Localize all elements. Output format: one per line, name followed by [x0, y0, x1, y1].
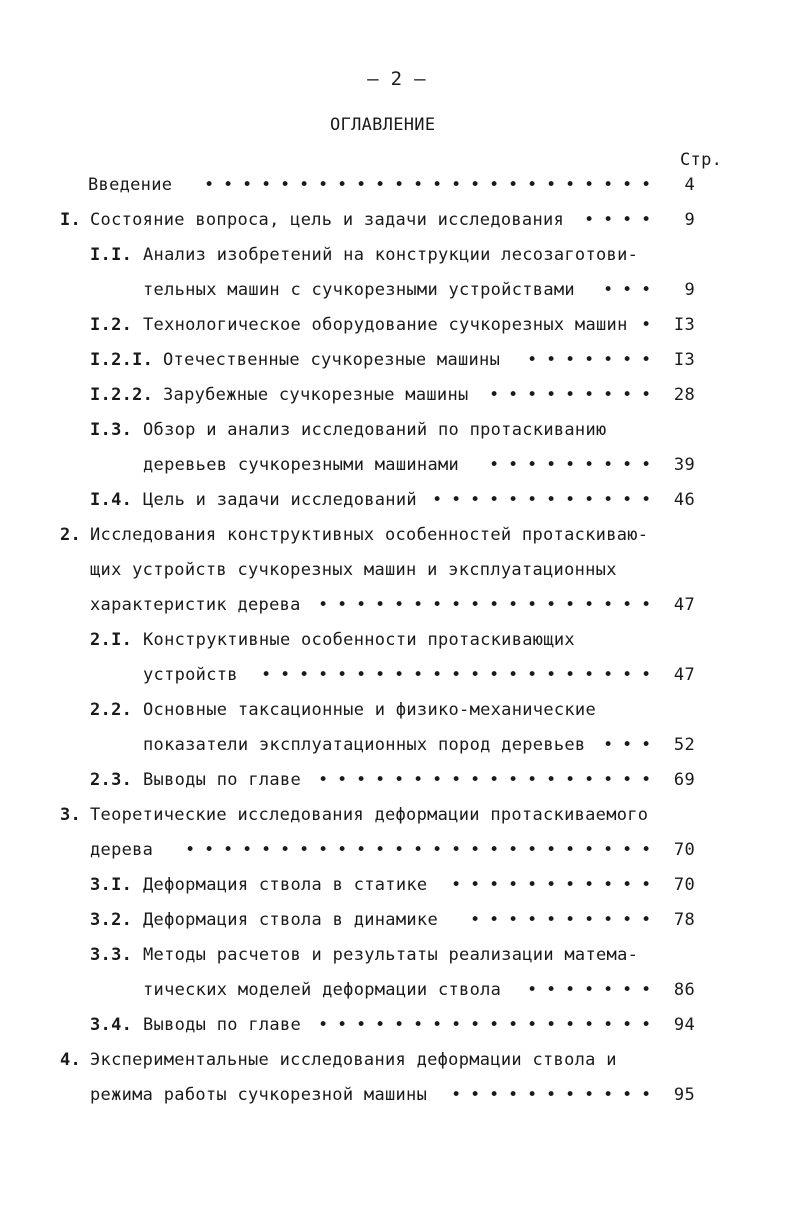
toc-page-number: 9: [684, 210, 695, 230]
toc-entry-title: Экспериментальные исследования деформации ствола и: [90, 1050, 617, 1070]
toc-entry-title: характеристик дерева: [90, 595, 301, 615]
toc-entry-title: Введение: [88, 175, 173, 195]
toc-entry-line: характеристик дерева • • • • • • • • • • • • • • • • • • 47: [0, 588, 793, 623]
toc-entry-title: Деформация ствола в статике: [143, 875, 428, 895]
toc-entry-line: тельных машин с сучкорезными устройствами • • • 9: [0, 273, 793, 308]
toc-page-number: 46: [673, 490, 695, 510]
toc-page-number: 95: [673, 1085, 695, 1105]
toc-page-number: I3: [673, 315, 695, 335]
toc-page-number: 94: [673, 1015, 695, 1035]
toc-entry-number: 2.I.: [90, 630, 133, 650]
toc-entry-line: режима работы сучкорезной машины • • • • • • • • • • • 95: [0, 1078, 793, 1113]
toc-entry-line: тических моделей деформации ствола • • • • • • • 86: [0, 973, 793, 1008]
toc-entry-title: Выводы по главе: [143, 1015, 302, 1035]
toc-entry-number: I.3.: [90, 420, 133, 440]
toc-entry-number: I.2.: [90, 315, 133, 335]
toc-entry-title: Состояние вопроса, цель и задачи исследования: [90, 210, 565, 230]
toc-entry-title: дерева: [90, 840, 154, 860]
toc-entry-title: тических моделей деформации ствола: [143, 980, 502, 1000]
toc-entry-title: Методы расчетов и результаты реализации матема-: [143, 945, 639, 965]
toc-entry-title: Цель и задачи исследований: [143, 490, 417, 510]
toc-entry-line: [0, 938, 793, 973]
toc-entry-line: [0, 553, 793, 588]
toc-page-number: 86: [673, 980, 695, 1000]
toc-entry-number: I.2.2.: [90, 385, 154, 405]
toc-entry-number: I.I.: [90, 245, 133, 265]
page-title: ОГЛАВЛЕНИЕ: [330, 115, 436, 135]
toc-page-number: 69: [673, 770, 695, 790]
toc-entry-number: 3.3.: [90, 945, 133, 965]
toc-entry-line: I.2.I. Отечественные сучкорезные машины • • • • • • • I3: [0, 343, 793, 378]
toc-entry-line: 3.4. Выводы по главе • • • • • • • • • • • • • • • • • • 94: [0, 1008, 793, 1043]
toc-entry-title: Обзор и анализ исследований по протаскиванию: [143, 420, 607, 440]
toc-entry-title: Зарубежные сучкорезные машины: [163, 385, 469, 405]
toc-page-number: 4: [684, 175, 695, 195]
toc-page-number: 70: [673, 875, 695, 895]
toc-entry-title: Деформация ствола в динамике: [143, 910, 438, 930]
toc-entry-number: I.2.I.: [90, 350, 154, 370]
toc-entry-number: 3.I.: [90, 875, 133, 895]
toc-entry-line: [0, 798, 793, 833]
toc-page-number: I3: [673, 350, 695, 370]
toc-entry-title: показатели эксплуатационных пород деревьев: [143, 735, 586, 755]
page-column-label: Стр.: [680, 150, 723, 170]
toc-entry-title: Основные таксационные и физико-механические: [143, 700, 596, 720]
toc-entry-number: 2.: [60, 525, 82, 545]
toc-entry-line: [0, 1043, 793, 1078]
toc-entry-number: I.: [60, 210, 82, 230]
toc-entry-line: I.2.2. Зарубежные сучкорезные машины • • • • • • • • • 28: [0, 378, 793, 413]
table-of-contents: [0, 168, 793, 1113]
toc-entry-title: режима работы сучкорезной машины: [90, 1085, 428, 1105]
toc-entry-line: показатели эксплуатационных пород деревьев • • • 52: [0, 728, 793, 763]
toc-entry-line: Введение • • • • • • • • • • • • • • • • • • • • • • • • 4: [0, 168, 793, 203]
toc-entry-line: [0, 693, 793, 728]
toc-entry-number: 3.2.: [90, 910, 133, 930]
toc-page-number: 78: [673, 910, 695, 930]
toc-entry-title: тельных машин с сучкорезными устройствами: [143, 280, 575, 300]
toc-entry-line: 3.2. Деформация ствола в динамике • • • • • • • • • • 78: [0, 903, 793, 938]
toc-entry-line: [0, 413, 793, 448]
toc-entry-title: Анализ изобретений на конструкции лесозаготови-: [143, 245, 639, 265]
toc-page-number: 9: [684, 280, 695, 300]
toc-entry-line: [0, 623, 793, 658]
toc-page-number: 70: [673, 840, 695, 860]
toc-entry-title: Отечественные сучкорезные машины: [163, 350, 501, 370]
toc-entry-line: дерева • • • • • • • • • • • • • • • • • • • • • • • • • 70: [0, 833, 793, 868]
toc-page-number: 47: [673, 665, 695, 685]
toc-entry-title: устройств: [143, 665, 238, 685]
toc-entry-line: [0, 518, 793, 553]
toc-entry-title: Технологическое оборудование сучкорезных машин: [143, 315, 628, 335]
toc-entry-line: I.4. Цель и задачи исследований • • • • • • • • • • • • 46: [0, 483, 793, 518]
toc-page-number: 28: [673, 385, 695, 405]
toc-entry-number: 2.3.: [90, 770, 133, 790]
toc-entry-number: 4.: [60, 1050, 82, 1070]
toc-entry-number: 3.: [60, 805, 82, 825]
toc-entry-number: 3.4.: [90, 1015, 133, 1035]
toc-entry-line: устройств • • • • • • • • • • • • • • • • • • • • • 47: [0, 658, 793, 693]
toc-entry-line: I. Состояние вопроса, цель и задачи исследования • • • • 9: [0, 203, 793, 238]
toc-entry-line: 2.3. Выводы по главе • • • • • • • • • • • • • • • • • • 69: [0, 763, 793, 798]
toc-entry-title: Выводы по главе: [143, 770, 302, 790]
toc-entry-number: 2.2.: [90, 700, 133, 720]
toc-page-number: 52: [673, 735, 695, 755]
toc-entry-number: I.4.: [90, 490, 133, 510]
toc-entry-title: Теоретические исследования деформации протаскиваемого: [90, 805, 649, 825]
toc-page-number: 47: [673, 595, 695, 615]
toc-page-number: 39: [673, 455, 695, 475]
toc-entry-title: деревьев сучкорезными машинами: [143, 455, 460, 475]
toc-entry-title: щих устройств сучкорезных машин и эксплуатационных: [90, 560, 617, 580]
toc-entry-line: деревьев сучкорезными машинами • • • • • • • • • 39: [0, 448, 793, 483]
toc-entry-title: Конструктивные особенности протаскивающих: [143, 630, 575, 650]
toc-entry-line: I.2. Технологическое оборудование сучкорезных машин • I3: [0, 308, 793, 343]
toc-entry-line: [0, 238, 793, 273]
page-number: – 2 –: [367, 68, 426, 90]
toc-entry-line: 3.I. Деформация ствола в статике • • • • • • • • • • • 70: [0, 868, 793, 903]
toc-entry-title: Исследования конструктивных особенностей протаскиваю-: [90, 525, 649, 545]
